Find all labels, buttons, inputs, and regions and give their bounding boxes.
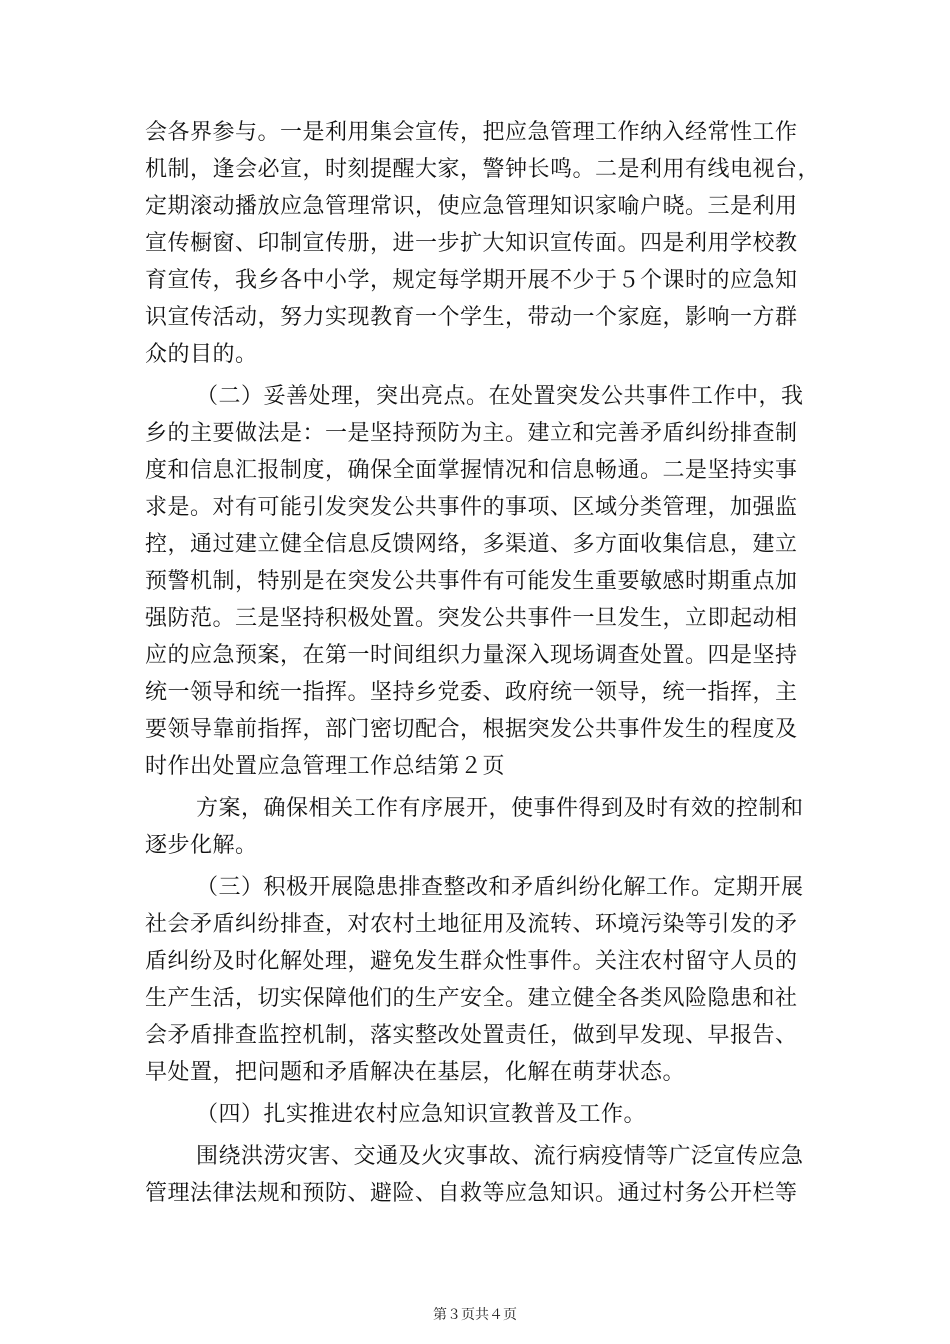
- text-line: 管理法律法规和预防、避险、自救等应急知识。通过村务公开栏等: [145, 1181, 798, 1206]
- text-line: 识宣传活动，努力实现教育一个学生，带动一个家庭，影响一方群: [145, 305, 798, 330]
- paragraph-heading-3: （三）积极开展隐患排查整改和矛盾纠纷化解工作。定期开展: [196, 875, 804, 900]
- text-line: 应的应急预案，在第一时间组织力量深入现场调查处置。四是坚持: [145, 643, 798, 668]
- text-line: 求是。对有可能引发突发公共事件的事项、区域分类管理，加强监: [145, 495, 798, 520]
- text-line: 乡的主要做法是：一是坚持预防为主。建立和完善矛盾纠纷排查制: [145, 421, 798, 446]
- text-line: 时作出处置应急管理工作总结第２页: [145, 754, 506, 779]
- paragraph-heading-4: （四）扎实推进农村应急知识宣教普及工作。: [196, 1102, 647, 1127]
- text-line: 宣传橱窗、印制宣传册，进一步扩大知识宣传面。四是利用学校教: [145, 231, 798, 256]
- text-line: 会各界参与。一是利用集会宣传，把应急管理工作纳入经常性工作: [145, 120, 798, 145]
- text-line: 统一领导和统一指挥。坚持乡党委、政府统一领导，统一指挥，主: [145, 680, 798, 705]
- text-line: 方案，确保相关工作有序展开，使事件得到及时有效的控制和: [196, 796, 804, 821]
- text-line: 众的目的。: [145, 342, 258, 367]
- text-line: 机制，逢会必宣，时刻提醒大家，警钟长鸣。二是利用有线电视台，: [145, 157, 821, 182]
- text-line: 强防范。三是坚持积极处置。突发公共事件一旦发生，立即起动相: [145, 606, 798, 631]
- text-line: 生产生活，切实保障他们的生产安全。建立健全各类风险隐患和社: [145, 986, 798, 1011]
- text-line: 会矛盾排查监控机制，落实整改处置责任，做到早发现、早报告、: [145, 1023, 798, 1048]
- text-line: 盾纠纷及时化解处理，避免发生群众性事件。关注农村留守人员的: [145, 949, 798, 974]
- text-line: 围绕洪涝灾害、交通及火灾事故、流行病疫情等广泛宣传应急: [196, 1144, 804, 1169]
- paragraph-heading-2: （二）妥善处理，突出亮点。在处置突发公共事件工作中，我: [196, 384, 804, 409]
- text-line: 控，通过建立健全信息反馈网络，多渠道、多方面收集信息，建立: [145, 532, 798, 557]
- text-line: 要领导靠前指挥，部门密切配合，根据突发公共事件发生的程度及: [145, 717, 798, 742]
- page-number: 第３页共４页: [433, 1307, 517, 1323]
- text-line: 育宣传，我乡各中小学，规定每学期开展不少于５个课时的应急知: [145, 268, 798, 293]
- text-line: 定期滚动播放应急管理常识，使应急管理知识家喻户晓。三是利用: [145, 194, 798, 219]
- text-line: 早处置，把问题和矛盾解决在基层，化解在萌芽状态。: [145, 1060, 686, 1085]
- text-line: 社会矛盾纠纷排查，对农村土地征用及流转、环境污染等引发的矛: [145, 912, 798, 937]
- text-line: 逐步化解。: [145, 833, 258, 858]
- text-line: 度和信息汇报制度，确保全面掌握情况和信息畅通。二是坚持实事: [145, 458, 798, 483]
- text-line: 预警机制，特别是在突发公共事件有可能发生重要敏感时期重点加: [145, 569, 798, 594]
